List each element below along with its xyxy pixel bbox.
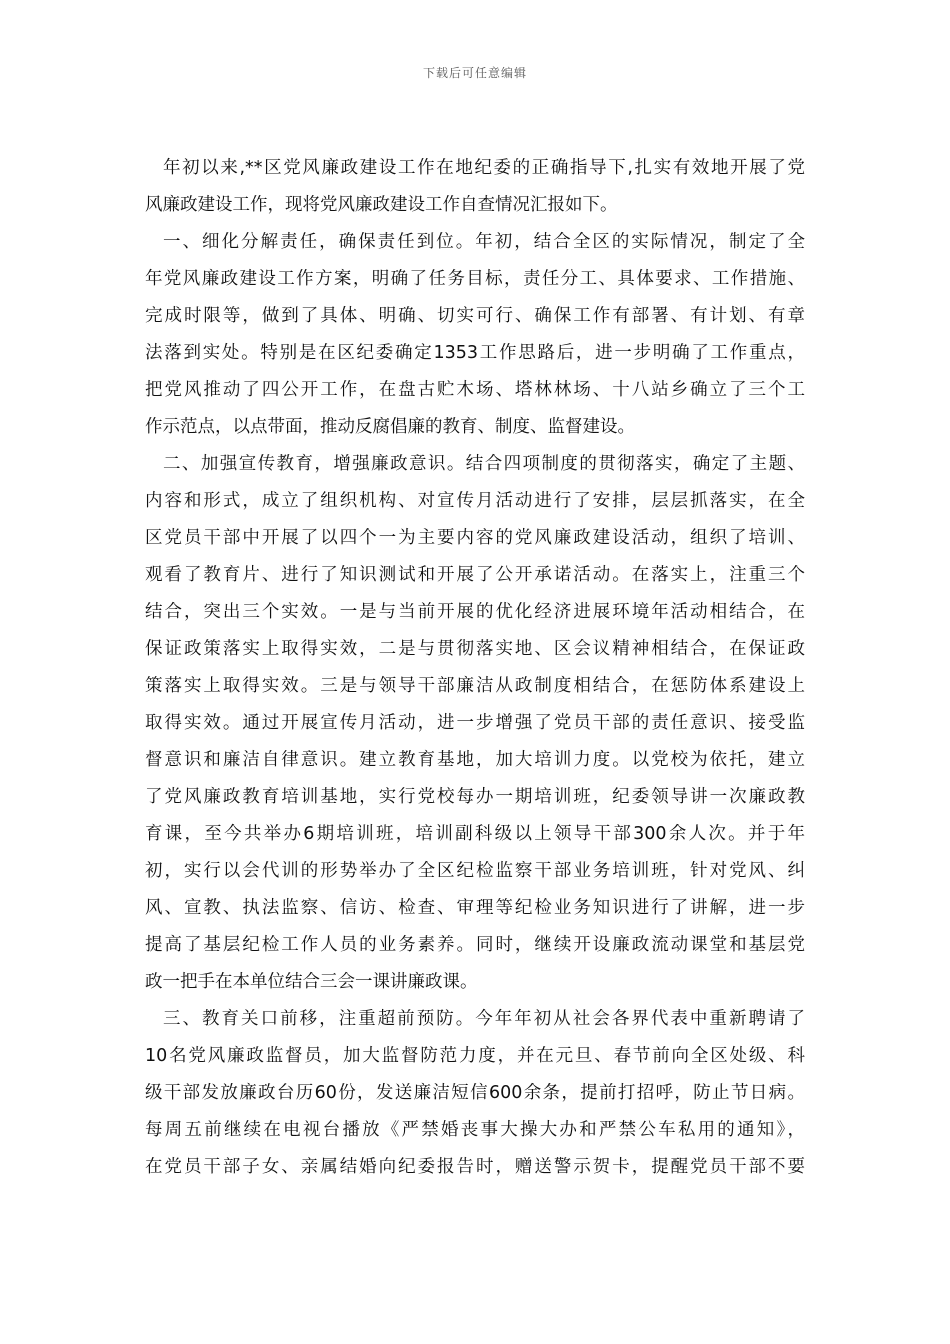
text-line: 结合，突出三个实效。一是与当前开展的优化经济进展环境年活动相结合，在 bbox=[145, 602, 805, 622]
text-line: 级干部发放廉政台历60份，发送廉洁短信600余条，提前打招呼，防止节日病。 bbox=[145, 1083, 805, 1103]
text-line: 完成时限等，做到了具体、明确、切实可行、确保工作有部署、有计划、有章 bbox=[145, 306, 805, 326]
text-line: 内容和形式，成立了组织机构、对宣传月活动进行了安排，层层抓落实，在全 bbox=[145, 491, 805, 511]
text-line: 保证政策落实上取得实效，二是与贯彻落实地、区会议精神相结合，在保证政 bbox=[145, 639, 805, 659]
text-line: 观看了教育片、进行了知识测试和开展了公开承诺活动。在落实上，注重三个 bbox=[145, 565, 805, 585]
text-line: 把党风推动了四公开工作，在盘古贮木场、塔林林场、十八站乡确立了三个工 bbox=[145, 380, 805, 400]
document-body bbox=[145, 150, 805, 1186]
text-line: 三、教育关口前移，注重超前预防。今年年初从社会各界代表中重新聘请了 bbox=[163, 1009, 805, 1029]
text-line: 在党员干部子女、亲属结婚向纪委报告时，赠送警示贺卡，提醒党员干部不要 bbox=[145, 1157, 805, 1177]
text-line: 年初以来,**区党风廉政建设工作在地纪委的正确指导下,扎实有效地开展了党 bbox=[163, 158, 805, 178]
text-line: 督意识和廉洁自律意识。建立教育基地，加大培训力度。以党校为依托，建立 bbox=[145, 750, 805, 770]
text-line: 政一把手在本单位结合三会一课讲廉政课。 bbox=[145, 972, 478, 992]
text-line: 法落到实处。特别是在区纪委确定1353工作思路后，进一步明确了工作重点， bbox=[145, 343, 805, 363]
text-line: 初，实行以会代训的形势举办了全区纪检监察干部业务培训班，针对党风、纠 bbox=[145, 861, 805, 881]
text-line: 10名党风廉政监督员，加大监督防范力度，并在元旦、春节前向全区处级、科 bbox=[145, 1046, 805, 1066]
page-header: 下载后可任意编辑 bbox=[422, 66, 527, 80]
text-line: 育课，至今共举办6期培训班，培训副科级以上领导干部300余人次。并于年 bbox=[145, 824, 805, 844]
text-line: 一、细化分解责任，确保责任到位。年初，结合全区的实际情况，制定了全 bbox=[163, 232, 805, 252]
text-line: 区党员干部中开展了以四个一为主要内容的党风廉政建设活动，组织了培训、 bbox=[145, 528, 805, 548]
text-line: 风、宣教、执法监察、信访、检查、审理等纪检业务知识进行了讲解，进一步 bbox=[145, 898, 805, 918]
text-line: 风廉政建设工作，现将党风廉政建设工作自查情况汇报如下。 bbox=[145, 195, 618, 215]
text-line: 每周五前继续在电视台播放《严禁婚丧事大操大办和严禁公车私用的通知》， bbox=[145, 1120, 805, 1140]
text-line: 提高了基层纪检工作人员的业务素养。同时，继续开设廉政流动课堂和基层党 bbox=[145, 935, 805, 955]
text-line: 策落实上取得实效。三是与领导干部廉洁从政制度相结合，在惩防体系建设上 bbox=[145, 676, 805, 696]
text-line: 二、加强宣传教育，增强廉政意识。结合四项制度的贯彻落实，确定了主题、 bbox=[163, 454, 805, 474]
text-line: 取得实效。通过开展宣传月活动，进一步增强了党员干部的责任意识、接受监 bbox=[145, 713, 805, 733]
text-line: 年党风廉政建设工作方案，明确了任务目标，责任分工、具体要求、工作措施、 bbox=[145, 269, 805, 289]
text-line: 了党风廉政教育培训基地，实行党校每办一期培训班，纪委领导讲一次廉政教 bbox=[145, 787, 805, 807]
text-line: 作示范点，以点带面，推动反腐倡廉的教育、制度、监督建设。 bbox=[145, 417, 635, 437]
